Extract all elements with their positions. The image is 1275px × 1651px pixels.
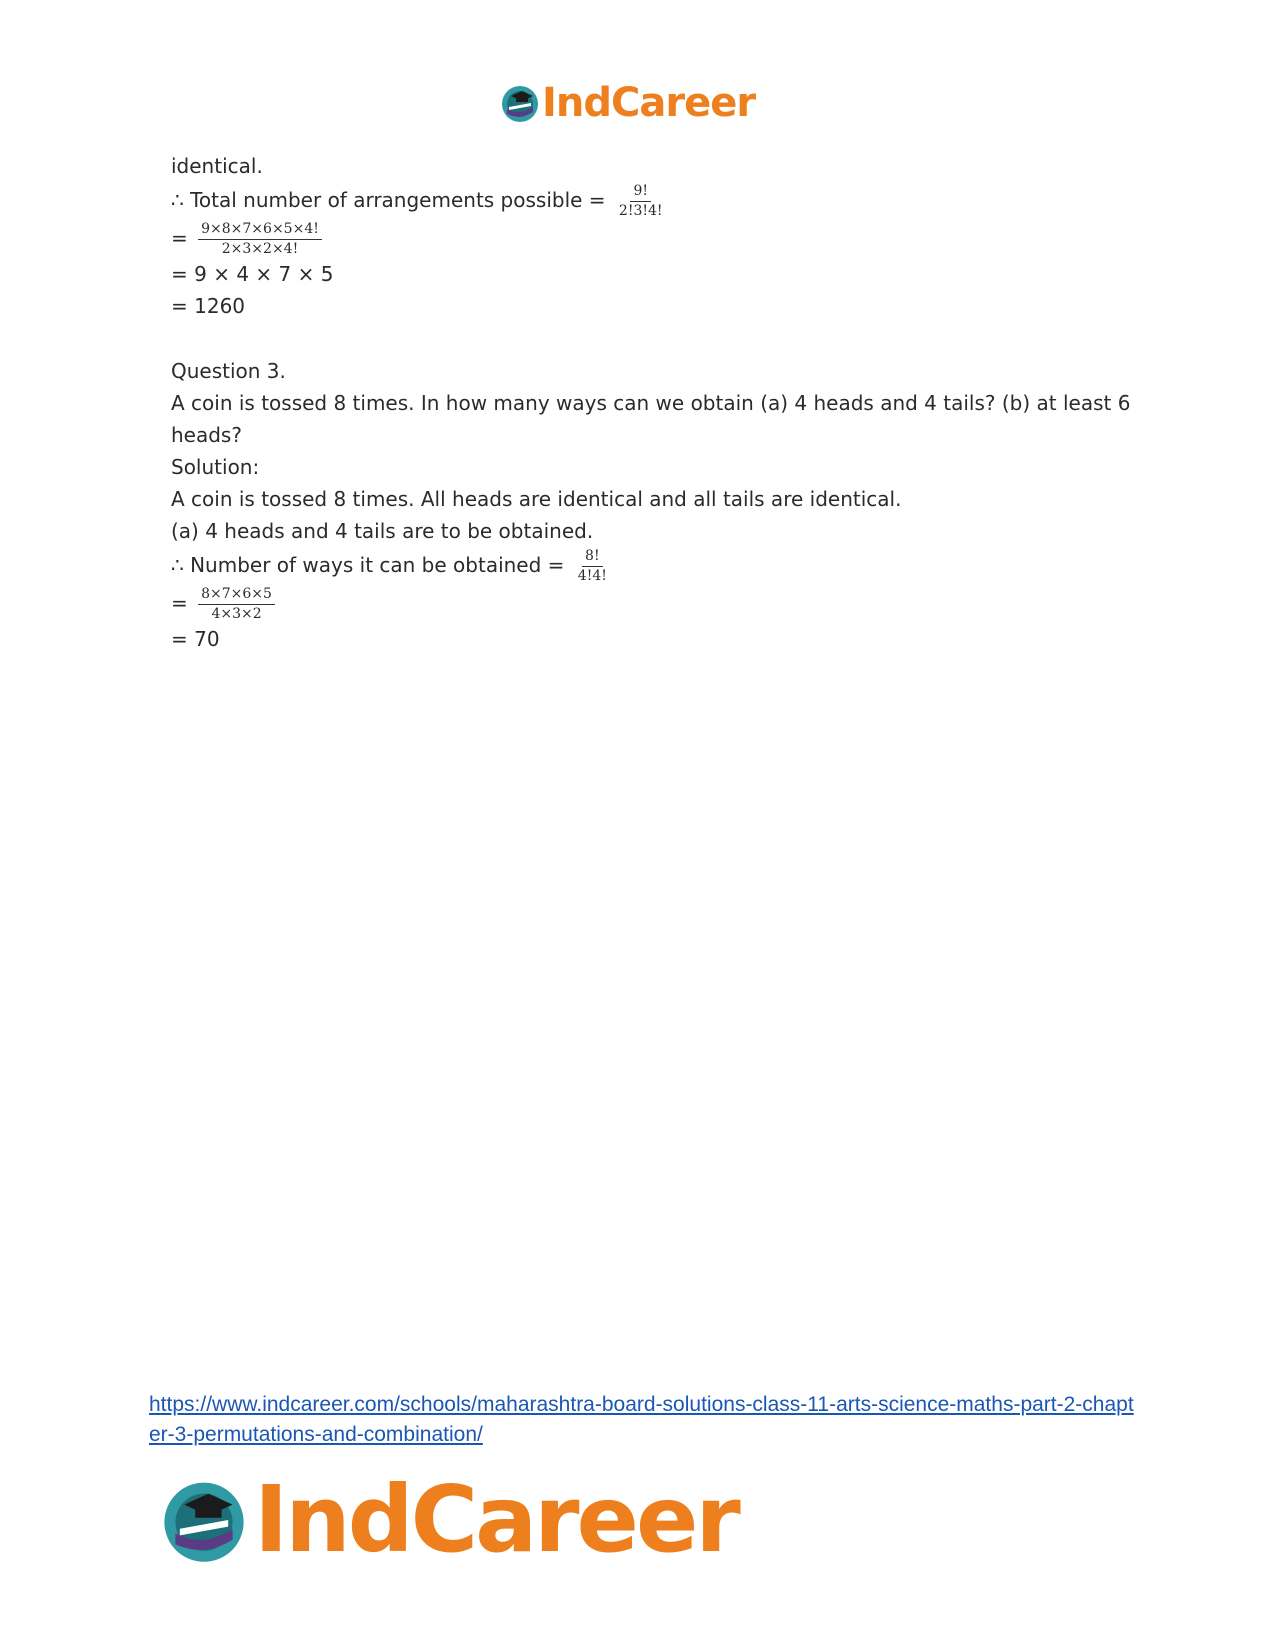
text-line: identical.	[171, 154, 263, 178]
question-text: A coin is tossed 8 times. In how many ways can we obtain (a) 4 heads and 4 tails? (b) at least 6	[171, 391, 1131, 415]
fraction	[198, 586, 275, 623]
fraction	[198, 221, 322, 258]
fraction-denominator: 2×3×2×4!	[221, 241, 299, 257]
text-line: = 1260	[171, 294, 246, 318]
fraction-denominator: 4!4!	[577, 568, 607, 584]
solution-label: Solution:	[171, 455, 260, 479]
equals-sign: =	[171, 591, 188, 615]
source-url-link[interactable]: https://www.indcareer.com/schools/maharashtra-board-solutions-class-11-arts-science-maths-part-2-chapter-3-permutations-and-combination/	[149, 1393, 1134, 1446]
fraction-numerator: 9×8×7×6×5×4!	[198, 221, 322, 240]
formula-label: ∴ Total number of arrangements possible =	[171, 188, 606, 212]
fraction-denominator: 4×3×2	[211, 606, 262, 622]
fraction	[616, 183, 666, 220]
question-text: heads?	[171, 423, 242, 447]
expanded-fraction-line	[171, 220, 1131, 258]
fraction-numerator: 8!	[582, 548, 603, 567]
spacer	[171, 322, 1131, 355]
ways-formula-line	[171, 547, 1131, 585]
formula-label: ∴ Number of ways it can be obtained =	[171, 553, 565, 577]
text-line: (a) 4 heads and 4 tails are to be obtained.	[171, 519, 594, 543]
footer-logo-text: IndCareer	[254, 1466, 738, 1573]
solution-content	[171, 150, 1131, 655]
question-title: Question 3.	[171, 359, 286, 383]
indcareer-emblem-icon	[500, 83, 540, 123]
text-line: = 9 × 4 × 7 × 5	[171, 262, 334, 286]
text-line: = 70	[171, 627, 220, 651]
expanded-fraction-line	[171, 585, 1131, 623]
footer-logo	[160, 1466, 738, 1573]
equals-sign: =	[171, 226, 188, 250]
header-logo-text: IndCareer	[542, 80, 756, 126]
fraction	[575, 548, 610, 585]
arrangements-formula-line	[171, 182, 1131, 220]
text-line: A coin is tossed 8 times. All heads are identical and all tails are identical.	[171, 487, 902, 511]
fraction-numerator: 9!	[630, 183, 651, 202]
header-logo	[500, 80, 755, 126]
fraction-denominator: 2!3!4!	[618, 203, 663, 219]
indcareer-emblem-icon	[160, 1476, 248, 1564]
fraction-numerator: 8×7×6×5	[198, 586, 275, 605]
